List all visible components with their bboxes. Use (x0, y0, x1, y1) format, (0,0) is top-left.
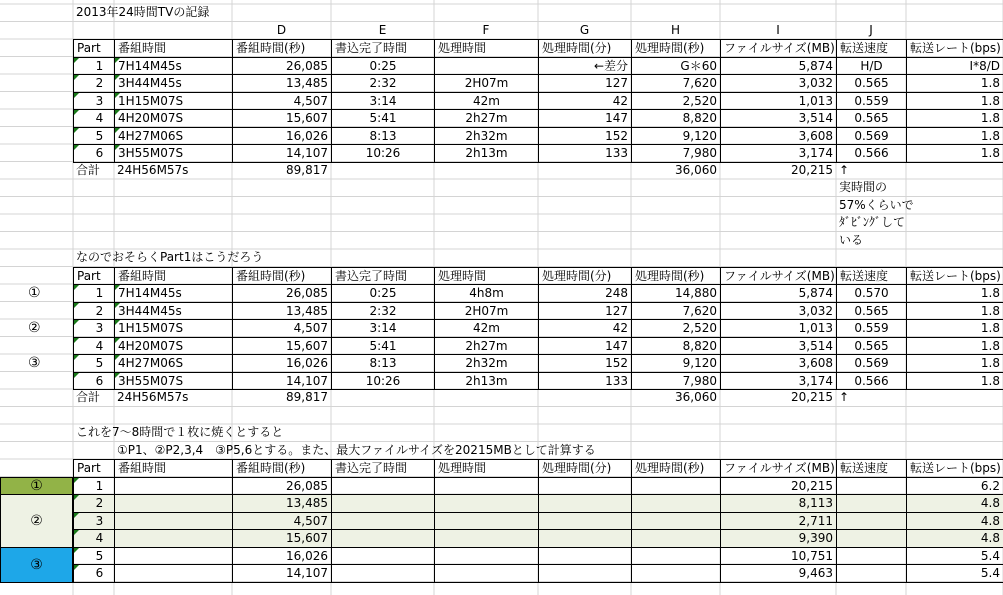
sec2-header-write-done-time: 書込完了時間 (331, 267, 435, 286)
sec1-row-4-program-seconds[interactable]: 15,607 (232, 109, 332, 128)
sec3-row-4-transfer-rate[interactable]: 4.8 (906, 529, 1003, 548)
sec2-row-5-file-size[interactable]: 3,608 (720, 354, 837, 373)
sec3-row-5-part[interactable]: 5 (73, 547, 115, 566)
sec2-row-6-transfer-speed[interactable]: 0.566 (836, 372, 907, 391)
sec1-row-6-write-done-time[interactable]: 10:26 (331, 144, 435, 163)
sec2-row-5-process-seconds[interactable]: 9,120 (631, 354, 721, 373)
sec3-row-3-process-seconds[interactable] (631, 512, 721, 531)
sec1-row-4-process-seconds[interactable]: 8,820 (631, 109, 721, 128)
sec1-row-6-process-seconds[interactable]: 7,980 (631, 144, 721, 163)
sec3-row-6-transfer-rate[interactable]: 5.4 (906, 564, 1003, 583)
sec3-row-3-part[interactable]: 3 (73, 512, 115, 531)
sec2-row-5-process-minutes[interactable]: 152 (538, 354, 632, 373)
sec2-row-4-program-time[interactable]: 4H20M07S (114, 337, 233, 356)
sec1-row-1-program-time[interactable]: 7H14M45s (114, 57, 233, 76)
sec2-row-6-file-size[interactable]: 3,174 (720, 372, 837, 391)
column-letter-j: J (869, 22, 873, 37)
sec2-total-process-seconds: 36,060 (675, 390, 717, 404)
sec1-row-4-transfer-speed[interactable]: 0.565 (836, 109, 907, 128)
sec3-row-6-write-done-time[interactable] (331, 564, 435, 583)
sec2-row-1-part[interactable]: 1 (73, 284, 115, 303)
sec1-row-2-part[interactable]: 2 (73, 74, 115, 93)
sec1-row-3-program-time[interactable]: 1H15M07S (114, 92, 233, 111)
sec2-total-write-done-time (331, 389, 434, 407)
sec1-header-write-done-time: 書込完了時間 (331, 39, 435, 58)
sec2-row-1-process-seconds[interactable]: 14,880 (631, 284, 721, 303)
sec2-header-file-size: ファイルサイズ(MB) (720, 267, 837, 286)
column-letter-e: E (378, 22, 387, 37)
sec2-header-program-time: 番組時間 (114, 267, 233, 286)
sec3-row-5-transfer-rate[interactable]: 5.4 (906, 547, 1003, 566)
sec2-row-4-transfer-rate[interactable]: 1.8 (906, 337, 1003, 356)
sec1-row-2-program-seconds[interactable]: 13,485 (232, 74, 332, 93)
sec1-note-line: 実時間の (839, 180, 888, 194)
sec1-row-6-process-minutes[interactable]: 133 (538, 144, 632, 163)
sec2-row-5-part[interactable]: 5 (73, 354, 115, 373)
sec1-header-program-seconds: 番組時間(秒) (232, 39, 332, 58)
sec1-row-4-write-done-time[interactable]: 5:41 (331, 109, 435, 128)
sec3-row-2-process-seconds[interactable] (631, 494, 721, 513)
sec3-header-program-time: 番組時間 (114, 459, 233, 478)
sec2-total-program-seconds: 89,817 (286, 390, 328, 404)
sec2-header-process-time: 処理時間 (434, 267, 539, 286)
sec3-header-program-seconds: 番組時間(秒) (232, 459, 332, 478)
sec1-row-3-process-time[interactable]: 42m (434, 92, 539, 111)
sec2-header-transfer-speed: 転送速度 (836, 267, 907, 286)
sec2-row-3-program-seconds[interactable]: 4,507 (232, 319, 332, 338)
sec1-total-transfer-rate (906, 162, 1003, 180)
sec3-row-5-transfer-speed[interactable] (836, 547, 907, 566)
sec2-row-6-process-minutes[interactable]: 133 (538, 372, 632, 391)
sec1-row-3-process-seconds[interactable]: 2,520 (631, 92, 721, 111)
sec2-row-2-write-done-time[interactable]: 2:32 (331, 302, 435, 321)
sec2-row-5-transfer-speed[interactable]: 0.569 (836, 354, 907, 373)
sec1-row-6-file-size[interactable]: 3,174 (720, 144, 837, 163)
sec1-total-process-time (434, 162, 538, 180)
sec3-row-2-part[interactable]: 2 (73, 494, 115, 513)
sec1-header-process-minutes: 処理時間(分) (538, 39, 632, 58)
sec1-total-write-done-time (331, 162, 434, 180)
sec1-total-program-time: 24H56M57s (117, 162, 189, 177)
sec1-row-1-file-size[interactable]: 5,874 (720, 57, 837, 76)
sec1-row-5-part[interactable]: 5 (73, 127, 115, 146)
sec3-row-3-transfer-rate[interactable]: 4.8 (906, 512, 1003, 531)
sec2-row-3-process-seconds[interactable]: 2,520 (631, 319, 721, 338)
sec1-header-file-size: ファイルサイズ(MB) (720, 39, 837, 58)
sec3-row-4-program-time[interactable] (114, 529, 233, 548)
sec2-row-6-process-seconds[interactable]: 7,980 (631, 372, 721, 391)
sec1-row-3-transfer-speed[interactable]: 0.559 (836, 92, 907, 111)
sec2-row-3-process-minutes[interactable]: 42 (538, 319, 632, 338)
sec1-header-transfer-rate: 転送レート(bps) (906, 39, 1003, 58)
sec1-row-3-program-seconds[interactable]: 4,507 (232, 92, 332, 111)
sec2-row-3-file-size[interactable]: 1,013 (720, 319, 837, 338)
sec2-row-1-transfer-rate[interactable]: 1.8 (906, 284, 1003, 303)
sec3-row-2-file-size[interactable]: 8,113 (720, 494, 837, 513)
sec1-row-6-program-time[interactable]: 3H55M07S (114, 144, 233, 163)
sec1-total-transfer-speed: ↑ (839, 162, 850, 177)
sec3-row-5-file-size[interactable]: 10,751 (720, 547, 837, 566)
sec1-note-line: いる (839, 232, 864, 247)
sec1-row-2-program-time[interactable]: 3H44M45s (114, 74, 233, 93)
sec3-row-5-program-time[interactable] (114, 547, 233, 566)
sec2-row-2-process-time[interactable]: 2H07m (434, 302, 539, 321)
sec3-row-2-transfer-rate[interactable]: 4.8 (906, 494, 1003, 513)
sec2-header-transfer-rate: 転送レート(bps) (906, 267, 1003, 286)
sec3-row-3-write-done-time[interactable] (331, 512, 435, 531)
column-letter-g: G (579, 22, 590, 37)
sec2-total-program-time: 24H56M57s (117, 390, 189, 404)
sec2-marker-1: ① (28, 285, 41, 302)
sec3-row-4-write-done-time[interactable] (331, 529, 435, 548)
sec1-row-6-process-time[interactable]: 2h13m (434, 144, 539, 163)
sec2-row-2-part[interactable]: 2 (73, 302, 115, 321)
sec1-row-3-file-size[interactable]: 1,013 (720, 92, 837, 111)
sec3-row-1-process-time[interactable] (434, 477, 539, 496)
sec3-row-2-transfer-speed[interactable] (836, 494, 907, 513)
sec2-row-3-part[interactable]: 3 (73, 319, 115, 338)
sec2-row-1-process-time[interactable]: 4h8m (434, 284, 539, 303)
sec3-row-1-part[interactable]: 1 (73, 477, 115, 496)
sec2-row-5-process-time[interactable]: 2h32m (434, 354, 539, 373)
column-letter-f: F (482, 22, 490, 37)
sec3-row-6-transfer-speed[interactable] (836, 564, 907, 583)
sec3-row-1-program-time[interactable] (114, 477, 233, 496)
sec3-header-write-done-time: 書込完了時間 (331, 459, 435, 478)
sec3-intro-2: ①P1、②P2,3,4 ③P5,6とする。また、最大ファイルサイズを20215MBとして計算する (117, 442, 596, 457)
sec2-row-4-write-done-time[interactable]: 5:41 (331, 337, 435, 356)
sec1-row-2-process-minutes[interactable]: 127 (538, 74, 632, 93)
sheet-title: 2013年24時間TVの記録 (76, 5, 210, 19)
sec2-header-process-minutes: 処理時間(分) (538, 267, 632, 286)
sec3-row-5-process-time[interactable] (434, 547, 539, 566)
sec2-row-3-program-time[interactable]: 1H15M07S (114, 319, 233, 338)
sec2-marker-3: ③ (28, 355, 41, 372)
sec2-row-3-transfer-speed[interactable]: 0.559 (836, 319, 907, 338)
sec1-row-2-transfer-speed[interactable]: 0.565 (836, 74, 907, 93)
sec3-marker-3: ③ (0, 547, 73, 583)
sec1-row-5-process-time[interactable]: 2h32m (434, 127, 539, 146)
sec1-header-program-time: 番組時間 (114, 39, 233, 58)
sec2-row-4-file-size[interactable]: 3,514 (720, 337, 837, 356)
sec3-row-6-file-size[interactable]: 9,463 (720, 564, 837, 583)
sec2-row-2-file-size[interactable]: 3,032 (720, 302, 837, 321)
sec2-row-2-transfer-speed[interactable]: 0.565 (836, 302, 907, 321)
sec2-row-6-part[interactable]: 6 (73, 372, 115, 391)
sec1-row-6-program-seconds[interactable]: 14,107 (232, 144, 332, 163)
sec2-row-6-process-time[interactable]: 2h13m (434, 372, 539, 391)
sec1-row-4-file-size[interactable]: 3,514 (720, 109, 837, 128)
sec1-row-1-process-time[interactable] (434, 57, 539, 76)
sec3-row-2-program-seconds[interactable]: 13,485 (232, 494, 332, 513)
sec3-row-3-process-minutes[interactable] (538, 512, 632, 531)
sec2-total-transfer-rate (906, 389, 1003, 407)
sec2-row-2-program-time[interactable]: 3H44M45s (114, 302, 233, 321)
sec3-row-4-transfer-speed[interactable] (836, 529, 907, 548)
sec1-row-1-program-seconds[interactable]: 26,085 (232, 57, 332, 76)
sec1-row-3-process-minutes[interactable]: 42 (538, 92, 632, 111)
sec3-marker-2: ② (0, 494, 73, 548)
sec1-total-process-minutes (538, 162, 631, 180)
sec2-row-6-transfer-rate[interactable]: 1.8 (906, 372, 1003, 391)
sec3-row-3-process-time[interactable] (434, 512, 539, 531)
sec1-row-6-part[interactable]: 6 (73, 144, 115, 163)
sec1-row-1-transfer-speed[interactable]: H/D (836, 57, 907, 76)
sec3-row-2-process-time[interactable] (434, 494, 539, 513)
sec2-row-1-process-minutes[interactable]: 248 (538, 284, 632, 303)
sec3-row-3-file-size[interactable]: 2,711 (720, 512, 837, 531)
sec3-row-4-program-seconds[interactable]: 15,607 (232, 529, 332, 548)
sec3-row-6-part[interactable]: 6 (73, 564, 115, 583)
sec2-row-2-program-seconds[interactable]: 13,485 (232, 302, 332, 321)
sec1-row-6-transfer-speed[interactable]: 0.566 (836, 144, 907, 163)
sec3-row-6-process-minutes[interactable] (538, 564, 632, 583)
sec2-row-6-program-seconds[interactable]: 14,107 (232, 372, 332, 391)
sec2-row-5-program-seconds[interactable]: 16,026 (232, 354, 332, 373)
sec2-row-5-transfer-rate[interactable]: 1.8 (906, 354, 1003, 373)
sec3-header-part: Part (73, 459, 115, 478)
sec1-note-line: 57%くらいで (839, 197, 914, 212)
sec3-marker-1: ① (0, 477, 73, 496)
sec1-row-6-transfer-rate[interactable]: 1.8 (906, 144, 1003, 163)
sec1-row-4-process-time[interactable]: 2h27m (434, 109, 539, 128)
sec3-header-process-minutes: 処理時間(分) (538, 459, 632, 478)
sec2-row-1-transfer-speed[interactable]: 0.570 (836, 284, 907, 303)
sec2-row-5-program-time[interactable]: 4H27M06S (114, 354, 233, 373)
sec1-row-4-program-time[interactable]: 4H20M07S (114, 109, 233, 128)
sec1-header-process-time: 処理時間 (434, 39, 539, 58)
sec1-row-5-process-seconds[interactable]: 9,120 (631, 127, 721, 146)
sec2-marker-2: ② (28, 320, 41, 337)
sec3-row-4-file-size[interactable]: 9,390 (720, 529, 837, 548)
sec3-row-4-part[interactable]: 4 (73, 529, 115, 548)
sec1-row-1-process-seconds[interactable]: G＊60 (631, 57, 721, 76)
sec2-row-2-process-seconds[interactable]: 7,620 (631, 302, 721, 321)
sec1-row-2-transfer-rate[interactable]: 1.8 (906, 74, 1003, 93)
sec1-row-5-file-size[interactable]: 3,608 (720, 127, 837, 146)
sec1-row-3-write-done-time[interactable]: 3:14 (331, 92, 435, 111)
sec2-row-4-process-seconds[interactable]: 8,820 (631, 337, 721, 356)
column-letter-d: D (276, 22, 287, 37)
sec3-row-3-program-seconds[interactable]: 4,507 (232, 512, 332, 531)
sec3-row-2-process-minutes[interactable] (538, 494, 632, 513)
sec3-header-process-time: 処理時間 (434, 459, 539, 478)
sec1-row-2-file-size[interactable]: 3,032 (720, 74, 837, 93)
sec1-header-transfer-speed: 転送速度 (836, 39, 907, 58)
sec3-row-4-process-seconds[interactable] (631, 529, 721, 548)
sec1-row-3-transfer-rate[interactable]: 1.8 (906, 92, 1003, 111)
sec2-total-process-minutes (538, 389, 631, 407)
sec2-total-file-size: 20,215 (791, 390, 833, 404)
sec2-row-2-process-minutes[interactable]: 127 (538, 302, 632, 321)
sec2-header-process-seconds: 処理時間(秒) (631, 267, 721, 286)
sec1-row-3-part[interactable]: 3 (73, 92, 115, 111)
sec3-row-5-program-seconds[interactable]: 16,026 (232, 547, 332, 566)
sec3-row-2-write-done-time[interactable] (331, 494, 435, 513)
sec2-row-3-process-time[interactable]: 42m (434, 319, 539, 338)
sec3-header-file-size: ファイルサイズ(MB) (720, 459, 837, 478)
sec3-row-1-file-size[interactable]: 20,215 (720, 477, 837, 496)
sec3-row-6-program-seconds[interactable]: 14,107 (232, 564, 332, 583)
sec3-row-2-program-time[interactable] (114, 494, 233, 513)
sec3-header-transfer-speed: 転送速度 (836, 459, 907, 478)
sec1-row-5-transfer-rate[interactable]: 1.8 (906, 127, 1003, 146)
sec2-total-part: 合計 (76, 390, 101, 404)
sec3-row-1-program-seconds[interactable]: 26,085 (232, 477, 332, 496)
sec1-row-2-write-done-time[interactable]: 2:32 (331, 74, 435, 93)
sec2-row-1-program-seconds[interactable]: 26,085 (232, 284, 332, 303)
sec2-row-4-part[interactable]: 4 (73, 337, 115, 356)
sec2-row-3-transfer-rate[interactable]: 1.8 (906, 319, 1003, 338)
sec3-row-6-program-time[interactable] (114, 564, 233, 583)
sec3-intro-1: これを7～8時間で１枚に焼くとすると (76, 425, 284, 439)
sec2-row-1-file-size[interactable]: 5,874 (720, 284, 837, 303)
sec2-row-4-program-seconds[interactable]: 15,607 (232, 337, 332, 356)
sec3-row-3-program-time[interactable] (114, 512, 233, 531)
sec1-total-process-seconds: 36,060 (675, 162, 717, 177)
sec3-header-process-seconds: 処理時間(秒) (631, 459, 721, 478)
sec3-row-5-process-minutes[interactable] (538, 547, 632, 566)
sec3-row-5-process-seconds[interactable] (631, 547, 721, 566)
sec2-header-program-seconds: 番組時間(秒) (232, 267, 332, 286)
sec2-row-1-write-done-time[interactable]: 0:25 (331, 284, 435, 303)
sec2-total-process-time (434, 389, 538, 407)
sec1-header-process-seconds: 処理時間(秒) (631, 39, 721, 58)
sec1-row-4-transfer-rate[interactable]: 1.8 (906, 109, 1003, 128)
sec2-header-part: Part (73, 267, 115, 286)
sec2-intro: なのでおそらくPart1はこうだろう (76, 250, 264, 264)
sec1-header-part: Part (73, 39, 115, 58)
sec1-row-1-part[interactable]: 1 (73, 57, 115, 76)
sec3-row-1-process-minutes[interactable] (538, 477, 632, 496)
sec1-row-5-write-done-time[interactable]: 8:13 (331, 127, 435, 146)
sec3-row-6-process-seconds[interactable] (631, 564, 721, 583)
sec2-row-3-write-done-time[interactable]: 3:14 (331, 319, 435, 338)
sec2-row-4-process-minutes[interactable]: 147 (538, 337, 632, 356)
column-letter-i: I (776, 22, 780, 37)
sec3-row-1-transfer-speed[interactable] (836, 477, 907, 496)
sec1-total-part: 合計 (76, 162, 101, 177)
sec1-row-1-process-minutes[interactable]: ←差分 (538, 57, 632, 76)
sec1-row-2-process-seconds[interactable]: 7,620 (631, 74, 721, 93)
sec2-row-2-transfer-rate[interactable]: 1.8 (906, 302, 1003, 321)
sec3-header-transfer-rate: 転送レート(bps) (906, 459, 1003, 478)
sec2-row-4-process-time[interactable]: 2h27m (434, 337, 539, 356)
sec1-total-file-size: 20,215 (791, 162, 833, 177)
sec1-row-1-transfer-rate[interactable]: I*8/D (906, 57, 1003, 76)
sec2-row-6-program-time[interactable]: 3H55M07S (114, 372, 233, 391)
column-letter-h: H (670, 22, 681, 37)
sec1-row-5-process-minutes[interactable]: 152 (538, 127, 632, 146)
sec1-row-5-program-time[interactable]: 4H27M06S (114, 127, 233, 146)
sec1-row-2-process-time[interactable]: 2H07m (434, 74, 539, 93)
sec3-row-1-transfer-rate[interactable]: 6.2 (906, 477, 1003, 496)
sec1-row-1-write-done-time[interactable]: 0:25 (331, 57, 435, 76)
sec2-row-5-write-done-time[interactable]: 8:13 (331, 354, 435, 373)
sec3-row-1-write-done-time[interactable] (331, 477, 435, 496)
sec2-row-4-transfer-speed[interactable]: 0.565 (836, 337, 907, 356)
sec1-row-4-process-minutes[interactable]: 147 (538, 109, 632, 128)
sec1-note-line: ﾀﾞﾋﾞﾝｸﾞして (839, 215, 906, 229)
sec1-total-program-seconds: 89,817 (286, 162, 328, 177)
sec2-row-1-program-time[interactable]: 7H14M45s (114, 284, 233, 303)
sec1-row-5-program-seconds[interactable]: 16,026 (232, 127, 332, 146)
sec3-row-5-write-done-time[interactable] (331, 547, 435, 566)
sec1-row-5-transfer-speed[interactable]: 0.569 (836, 127, 907, 146)
sec1-row-4-part[interactable]: 4 (73, 109, 115, 128)
sec3-row-3-transfer-speed[interactable] (836, 512, 907, 531)
sec3-row-4-process-time[interactable] (434, 529, 539, 548)
sec2-total-transfer-speed: ↑ (839, 390, 850, 404)
sec3-row-4-process-minutes[interactable] (538, 529, 632, 548)
sec3-row-1-process-seconds[interactable] (631, 477, 721, 496)
sec2-row-6-write-done-time[interactable]: 10:26 (331, 372, 435, 391)
sec3-row-6-process-time[interactable] (434, 564, 539, 583)
